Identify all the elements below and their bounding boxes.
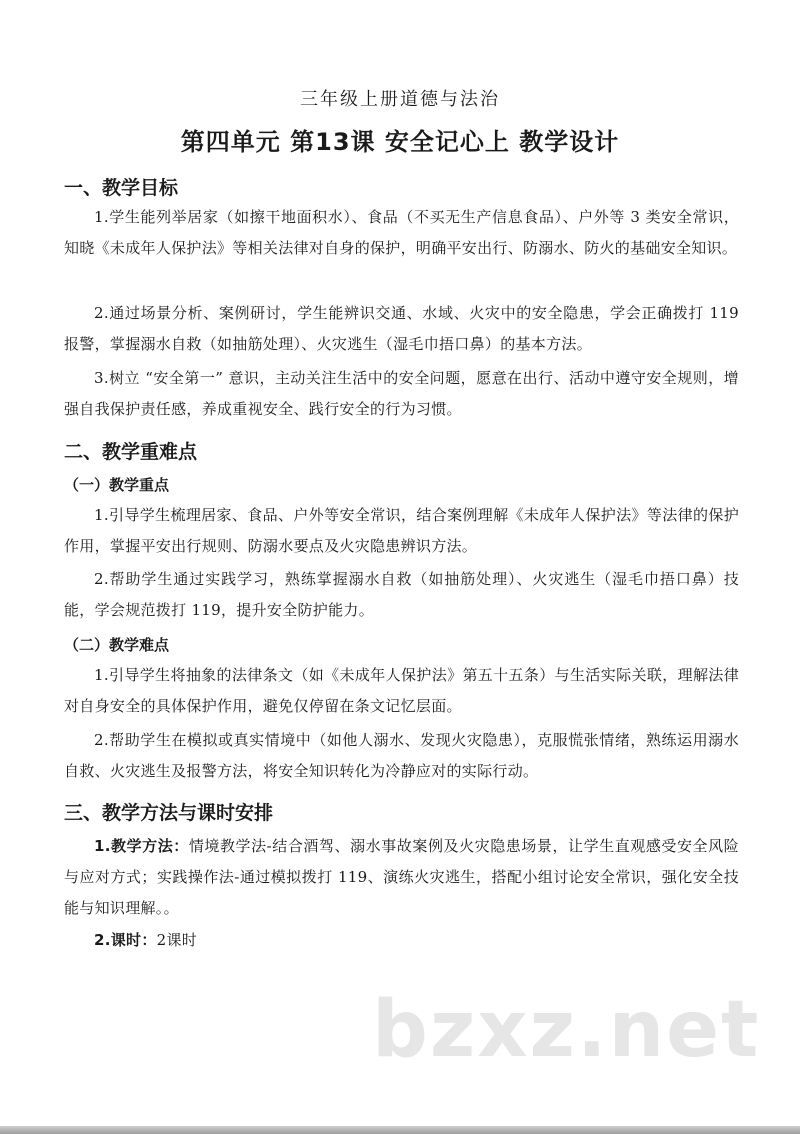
subheading-focus: （一）教学重点 <box>64 476 170 494</box>
hours-label: 2.课时： <box>94 931 157 949</box>
heading-methods: 三、教学方法与课时安排 <box>64 802 274 824</box>
objective-paragraph-3: 3.树立 “安全第一” 意识，主动关注生活中的安全问题，愿意在出行、活动中遵守安全规则，增强自我保护责任感，养成重视安全、践行安全的行为习惯。 <box>64 369 739 418</box>
focus-paragraph-1: 1.引导学生梳理居家、食品、户外等安全常识，结合案例理解《未成年人保护法》等法律的保护作用，掌握平安出行规则、防溺水要点及火灾隐患辨识方法。 <box>64 506 739 555</box>
objective-paragraph-2: 2.通过场景分析、案例研讨，学生能辨识交通、水域、火灾中的安全隐患，学会正确拨打 119 报警，掌握溺水自救（如抽筋处理）、火灾逃生（湿毛巾捂口鼻）的基本方法。 <box>64 304 739 353</box>
heading-key-points: 二、教学重难点 <box>64 441 198 463</box>
page-bottom-edge <box>0 1126 800 1134</box>
objective-paragraph-1: 1.学生能列举居家（如擦干地面积水）、食品（不买无生产信息食品）、户外等 3 类安全常识，知晓《未成年人保护法》等相关法律对自身的保护，明确平安出行、防溺水、防火的基础安全知识。 <box>64 208 739 257</box>
difficulty-paragraph-1: 1.引导学生将抽象的法律条文（如《未成年人保护法》第五十五条）与生活实际关联，理解法律对自身安全的具体保护作用，避免仅停留在条文记忆层面。 <box>64 666 739 715</box>
method-label: 1.教学方法： <box>94 837 189 855</box>
hours-paragraph <box>64 925 739 956</box>
subheading-difficulty: （二）教学难点 <box>64 636 170 654</box>
subject-line: 三年级上册道德与法治 <box>300 89 500 110</box>
page-title: 第四单元 第13课 安全记心上 教学设计 <box>180 128 620 156</box>
heading-objectives: 一、教学目标 <box>64 177 179 199</box>
focus-paragraph-2: 2.帮助学生通过实践学习，熟练掌握溺水自救（如抽筋处理）、火灾逃生（湿毛巾捂口鼻）技能，学会规范拨打 119，提升安全防护能力。 <box>64 570 739 619</box>
difficulty-paragraph-2: 2.帮助学生在模拟或真实情境中（如他人溺水、发现火灾隐患），克服慌张情绪，熟练运用溺水自救、火灾逃生及报警方法，将安全知识转化为冷静应对的实际行动。 <box>64 731 739 780</box>
method-paragraph <box>64 831 739 924</box>
hours-text: 2课时 <box>156 931 198 949</box>
watermark: bzxz.net <box>372 985 761 1075</box>
method-text: 情境教学法-结合酒驾、溺水事故案例及火灾隐患场景，让学生直观感受安全风险与应对方式；实践操作法-通过模拟拨打 119、演练火灾逃生，搭配小组讨论安全常识，强化安全技能与知识理解。。 <box>64 837 739 917</box>
